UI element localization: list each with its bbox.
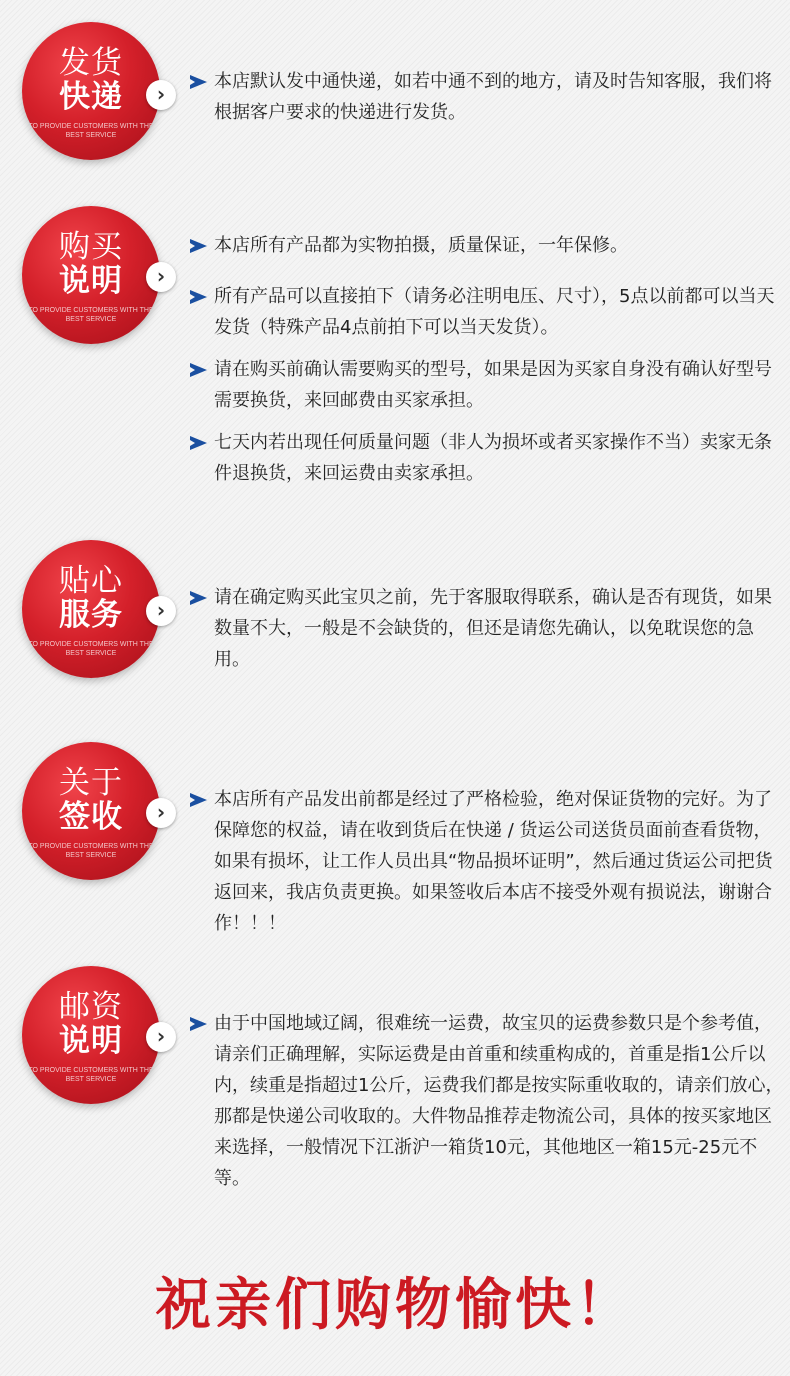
badge-title-top: 发货 bbox=[59, 45, 123, 81]
chevron-right-icon: › bbox=[146, 596, 176, 626]
badge-title-bottom: 服务 bbox=[59, 597, 123, 633]
item-text: 由于中国地域辽阔，很难统一运费，故宝贝的运费参数只是个参考值，请亲们正确理解，实际运费是由首重和续重构成的，首重是指1公斤以内，续重是指超过1公斤，运费我们都是按实际重收取的，请亲们放心，那都是快递公司收取的。大件物品推荐走物流公司，具体的按买家地区来选择，一般情况下江浙沪一箱货10元，其他地区一箱15元-25元不等。 bbox=[214, 1013, 784, 1189]
arrow-bullet-icon bbox=[190, 1017, 207, 1031]
badge-subtitle: TO PROVIDE CUSTOMERS WITH THE BEST SERVICE bbox=[28, 307, 154, 323]
footer-slogan: 祝亲们购物愉快！ bbox=[155, 1272, 635, 1338]
list-item bbox=[190, 1008, 785, 1194]
item-list bbox=[190, 784, 785, 939]
badge-shipping bbox=[22, 22, 160, 160]
arrow-bullet-icon bbox=[190, 290, 207, 304]
badge-subtitle: TO PROVIDE CUSTOMERS WITH THE BEST SERVICE bbox=[28, 123, 154, 139]
list-item bbox=[190, 66, 785, 128]
item-text: 七天内若出现任何质量问题（非人为损坏或者买家操作不当）卖家无条件退换货，来回运费由卖家承担。 bbox=[214, 432, 772, 484]
badge-service bbox=[22, 540, 160, 678]
list-item bbox=[190, 784, 785, 939]
item-text: 请在购买前确认需要购买的型号，如果是因为买家自身没有确认好型号需要换货，来回邮费由买家承担。 bbox=[214, 359, 772, 411]
arrow-bullet-icon bbox=[190, 75, 207, 89]
badge-title-top: 贴心 bbox=[59, 563, 123, 599]
item-text: 本店默认发中通快递，如若中通不到的地方，请及时告知客服，我们将根据客户要求的快递进行发货。 bbox=[214, 71, 772, 123]
badge-title-top: 关于 bbox=[59, 765, 123, 801]
item-text: 本店所有产品发出前都是经过了严格检验，绝对保证货物的完好。为了保障您的权益，请在收到货后在快递 / 货运公司送货员面前查看货物，如果有损坏，让工作人员出具“物品损坏证明”，然后通过货运公司把货返回来，我店负责更换。如果签收后本店不接受外观有损说法，谢谢合作！！！ bbox=[214, 789, 773, 934]
arrow-bullet-icon bbox=[190, 436, 207, 450]
badge-subtitle: TO PROVIDE CUSTOMERS WITH THE BEST SERVICE bbox=[28, 641, 154, 657]
badge-title-bottom: 签收 bbox=[59, 799, 123, 835]
item-text: 本店所有产品都为实物拍摄，质量保证，一年保修。 bbox=[214, 235, 628, 256]
badge-title-top: 邮资 bbox=[59, 989, 123, 1025]
item-list bbox=[190, 582, 785, 675]
list-item bbox=[190, 354, 785, 416]
chevron-right-icon: › bbox=[146, 80, 176, 110]
badge-receipt bbox=[22, 742, 160, 880]
chevron-right-icon: › bbox=[146, 1022, 176, 1052]
arrow-bullet-icon bbox=[190, 591, 207, 605]
chevron-right-icon: › bbox=[146, 798, 176, 828]
item-list bbox=[190, 66, 785, 128]
list-item bbox=[190, 230, 785, 261]
badge-title-bottom: 说明 bbox=[59, 1023, 123, 1059]
item-list bbox=[190, 230, 785, 489]
badge-postage bbox=[22, 966, 160, 1104]
badge-title-bottom: 说明 bbox=[59, 263, 123, 299]
chevron-right-icon: › bbox=[146, 262, 176, 292]
item-text: 所有产品可以直接拍下（请务必注明电压、尺寸），5点以前都可以当天发货（特殊产品4点前拍下可以当天发货）。 bbox=[214, 286, 775, 338]
arrow-bullet-icon bbox=[190, 793, 207, 807]
list-item bbox=[190, 281, 785, 343]
item-text: 请在确定购买此宝贝之前，先于客服取得联系，确认是否有现货，如果数量不大，一般是不会缺货的，但还是请您先确认，以免耽误您的急用。 bbox=[214, 587, 772, 670]
badge-subtitle: TO PROVIDE CUSTOMERS WITH THE BEST SERVICE bbox=[28, 843, 154, 859]
arrow-bullet-icon bbox=[190, 239, 207, 253]
badge-title-top: 购买 bbox=[59, 229, 123, 265]
badge-title-bottom: 快递 bbox=[59, 79, 123, 115]
list-item bbox=[190, 427, 785, 489]
arrow-bullet-icon bbox=[190, 363, 207, 377]
list-item bbox=[190, 582, 785, 675]
badge-subtitle: TO PROVIDE CUSTOMERS WITH THE BEST SERVICE bbox=[28, 1067, 154, 1083]
badge-purchase bbox=[22, 206, 160, 344]
item-list bbox=[190, 1008, 785, 1194]
